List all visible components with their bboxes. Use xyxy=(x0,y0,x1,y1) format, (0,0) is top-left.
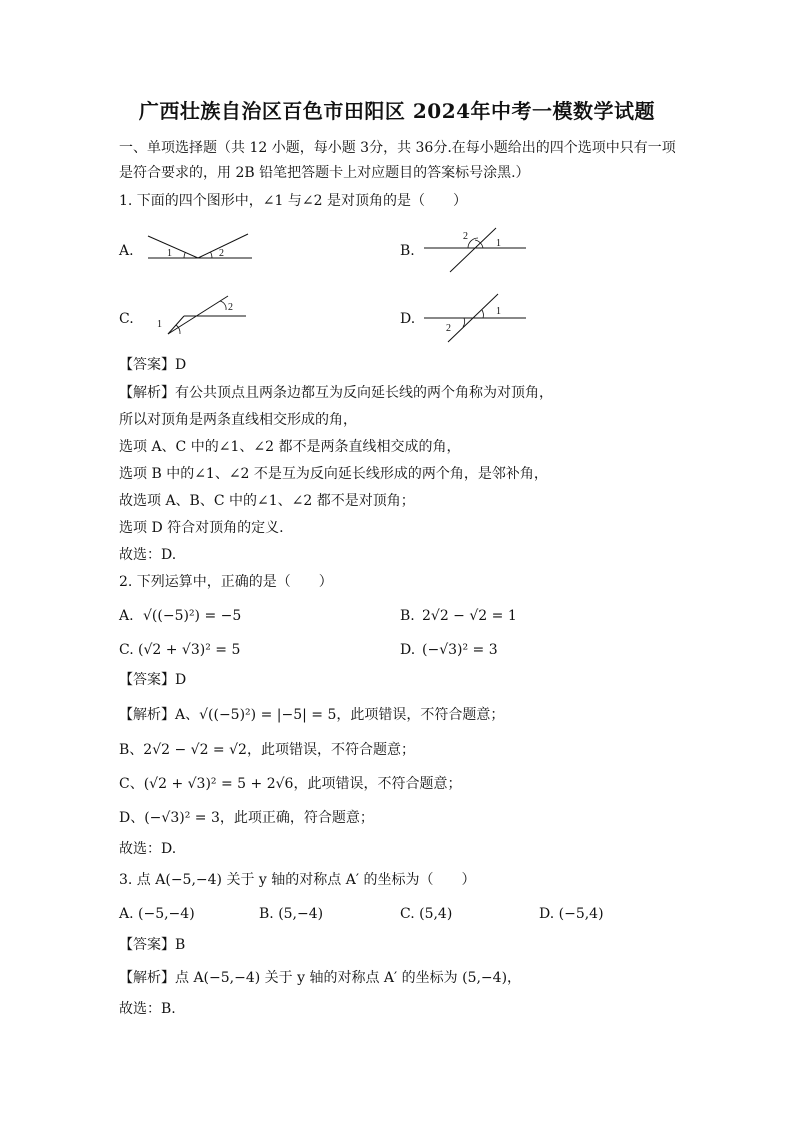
q1b-angle-1-label: 1 xyxy=(496,238,501,249)
q1-analysis-line-1: 【解析】有公共顶点且两条边都互为反向延长线的两个角称为对顶角， xyxy=(119,385,553,401)
q1-analysis-line-4: 选项 B 中的∠1、∠2 不是互为反向延长线形成的两个角，是邻补角， xyxy=(119,466,548,482)
q1-option-d-label: D. xyxy=(400,311,416,327)
q1-option-c-label: C. xyxy=(119,311,134,327)
q1c-angle-1-label: 1 xyxy=(157,319,162,330)
q1d-angle-1-label: 1 xyxy=(496,306,501,317)
q1-option-a-label: A. xyxy=(119,243,134,259)
q2-option-d-expr: (−√3)² = 3 xyxy=(422,642,498,658)
page-title: 广西壮族自治区百色市田阳区 2024年中考一模数学试题 xyxy=(138,99,656,123)
q1d-angle-2-label: 2 xyxy=(446,323,451,334)
q1-analysis-line-2: 所以对顶角是两条直线相交形成的角， xyxy=(119,412,357,428)
question-3-stem: 3. 点 A(−5,−4) 关于 y 轴的对称点 A′ 的坐标为（ ） xyxy=(119,872,476,888)
q3-conclusion: 故选：B. xyxy=(119,1001,176,1017)
q2-conclusion: 故选：D. xyxy=(119,841,177,857)
q1-analysis-line-6: 选项 D 符合对顶角的定义. xyxy=(119,520,284,536)
q2-option-c-label: C. xyxy=(119,642,134,658)
q1-figure-a xyxy=(140,228,260,268)
q1-option-b-label: B. xyxy=(400,243,415,259)
q1-figure-d xyxy=(420,290,530,344)
q1-figure-c xyxy=(140,290,250,340)
q3-option-c: C. (5,4) xyxy=(400,906,453,922)
question-1-stem: 1. 下面的四个图形中，∠1 与∠2 是对顶角的是（ ） xyxy=(119,193,467,209)
q1-analysis-line-5: 故选项 A、B、C 中的∠1、∠2 都不是对顶角； xyxy=(119,493,415,509)
q3-answer: 【答案】B xyxy=(119,937,186,953)
q1-answer: 【答案】D xyxy=(119,357,187,373)
q3-option-d: D. (−5,4) xyxy=(539,906,604,922)
q2-option-b-label: B. xyxy=(400,608,415,624)
q1a-angle-1-label: 1 xyxy=(167,248,172,259)
q2-option-a-expr: √((−5)²) = −5 xyxy=(143,608,242,624)
q2-option-c-expr: (√2 + √3)² = 5 xyxy=(138,642,241,658)
q2-analysis-a: 【解析】A、√((−5)²) = |−5| = 5，此项错误，不符合题意； xyxy=(119,707,505,723)
q2-answer: 【答案】D xyxy=(119,672,187,688)
section-instruction-line2: 是符合要求的，用 2B 铅笔把答题卡上对应题目的答案标号涂黑.） xyxy=(119,165,530,181)
q2-option-b-expr: 2√2 − √2 = 1 xyxy=(422,608,517,624)
q1-analysis-line-7: 故选：D. xyxy=(119,547,177,563)
q1a-angle-2-label: 2 xyxy=(219,248,224,259)
section-instruction-line1: 一、单项选择题（共 12 小题，每小题 3分，共 36分.在每小题给出的四个选项中只有一项 xyxy=(119,140,676,156)
q1-figure-b xyxy=(420,224,530,274)
q1c-angle-2-label: 2 xyxy=(228,302,233,313)
q3-analysis: 【解析】点 A(−5,−4) 关于 y 轴的对称点 A′ 的坐标为 (5,−4)， xyxy=(119,970,522,986)
question-2-stem: 2. 下列运算中，正确的是（ ） xyxy=(119,574,333,590)
q3-option-b: B. (5,−4) xyxy=(259,906,324,922)
q2-analysis-c: C、(√2 + √3)² = 5 + 2√6，此项错误，不符合题意； xyxy=(119,776,462,792)
q2-analysis-b: B、2√2 − √2 = √2，此项错误，不符合题意； xyxy=(119,742,415,758)
q3-option-a: A. (−5,−4) xyxy=(119,906,195,922)
q1b-angle-2-label: 2 xyxy=(463,231,468,242)
q2-option-a-label: A. xyxy=(119,608,134,624)
q1-analysis-line-3: 选项 A、C 中的∠1、∠2 都不是两条直线相交成的角， xyxy=(119,439,461,455)
q2-analysis-d: D、(−√3)² = 3，此项正确，符合题意； xyxy=(119,810,374,826)
q2-option-d-label: D. xyxy=(400,642,416,658)
